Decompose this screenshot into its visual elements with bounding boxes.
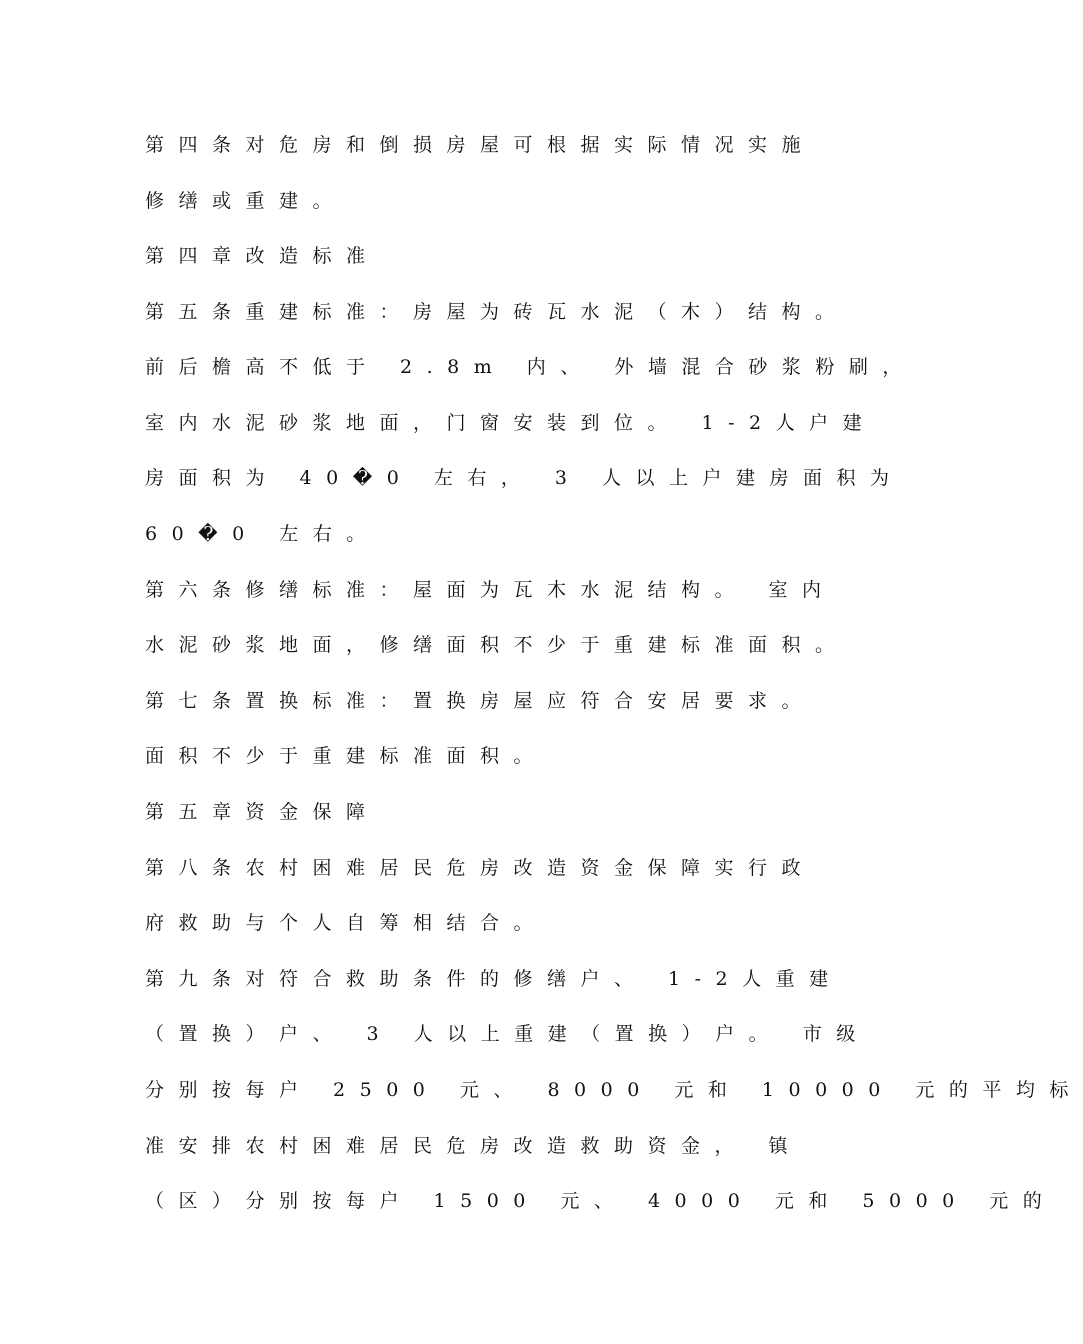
chapter-heading: 第五章资金保障 (145, 801, 380, 823)
text-line: 分别按每户 2500 元、 8000 元和 10000 元的平均标 (145, 1079, 1083, 1101)
text-line: 前后檐高不低于 2.8m 内、 外墙混合砂浆粉刷， (145, 356, 916, 378)
text-line: 房面积为 40�0 左右， 3 人以上户建房面积为 (145, 467, 904, 489)
text-line: 水泥砂浆地面，修缮面积不少于重建标准面积。 (145, 634, 849, 656)
text-line: 60�0 左右。 (145, 523, 380, 545)
text-line: 修缮或重建。 (145, 190, 347, 212)
text-line: 第八条农村困难居民危房改造资金保障实行政 (145, 857, 816, 879)
text-line: 面积不少于重建标准面积。 (145, 745, 548, 767)
text-line: （区）分别按每户 1500 元、 4000 元和 5000 元的 (145, 1190, 1057, 1212)
chapter-heading: 第四章改造标准 (145, 245, 380, 267)
text-line: 第四条对危房和倒损房屋可根据实际情况实施 (145, 134, 816, 156)
text-line: （置换）户、 3 人以上重建（置换）户。 市级 (145, 1023, 870, 1045)
text-line: 府救助与个人自筹相结合。 (145, 912, 548, 934)
text-line: 第六条修缮标准：屋面为瓦木水泥结构。 室内 (145, 579, 836, 601)
text-line: 第九条对符合救助条件的修缮户、 1-2人重建 (145, 968, 843, 990)
text-line: 室内水泥砂浆地面，门窗安装到位。 1-2人户建 (145, 412, 877, 434)
text-line: 准安排农村困难居民危房改造救助资金， 镇 (145, 1135, 803, 1157)
text-line: 第五条重建标准：房屋为砖瓦水泥（木）结构。 (145, 301, 849, 323)
text-line: 第七条置换标准：置换房屋应符合安居要求。 (145, 690, 816, 712)
